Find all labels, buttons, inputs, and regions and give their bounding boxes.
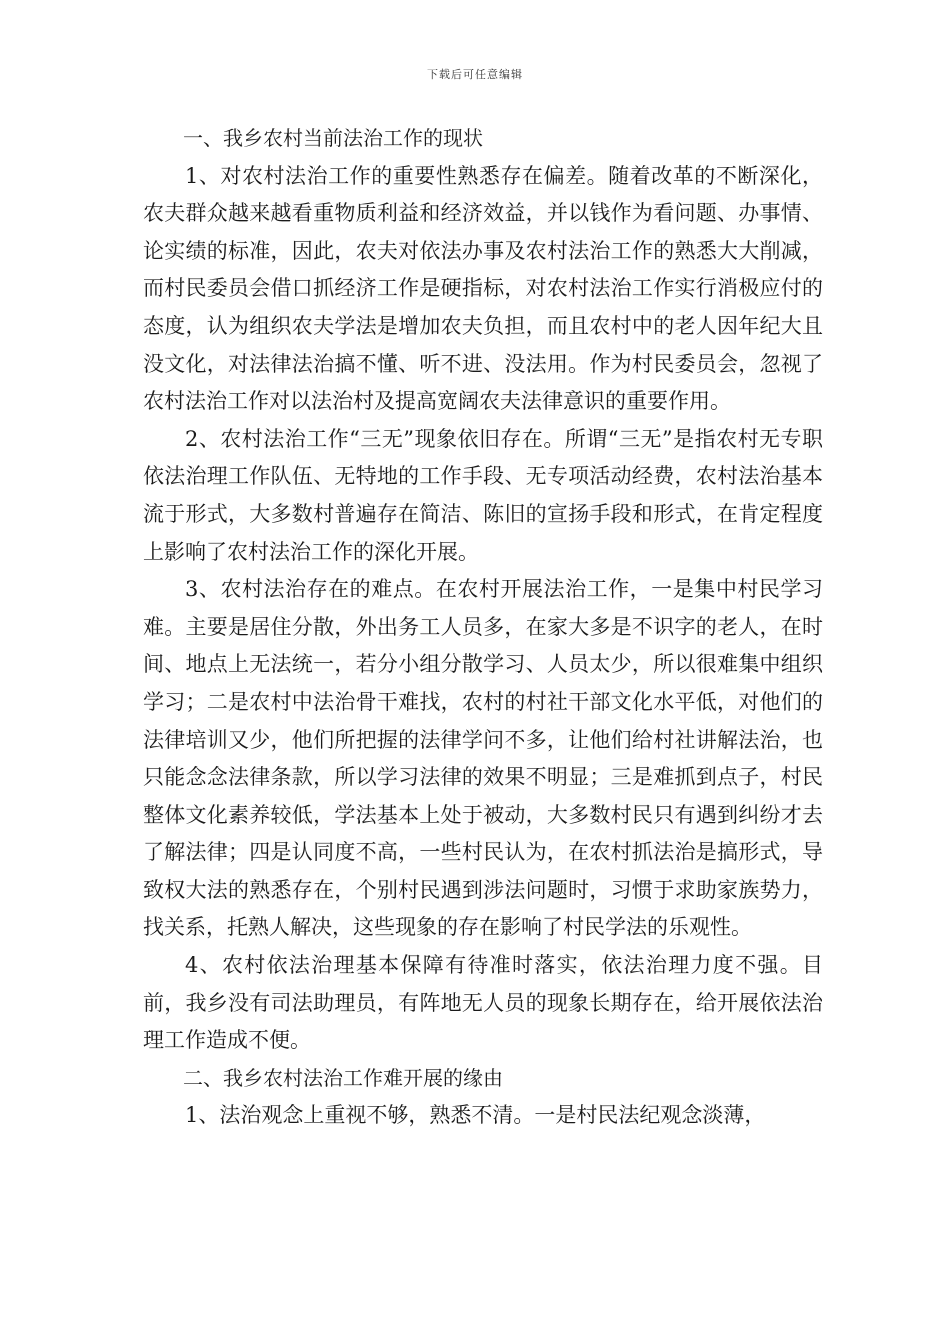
section-heading-1: 一、我乡农村当前法治工作的现状: [183, 126, 483, 150]
paragraph-2-1: 1、法治观念上重视不够，熟悉不清。一是村民法纪观念淡薄，: [185, 1103, 766, 1128]
document-body: [143, 120, 823, 1135]
paragraph-1-2: 2、农村法治工作“三无”现象依旧存在。所谓“三无”是指农村无专职依法治理工作队伍、无特地的工作手段、无专项活动经费，农村法治基本流于形式，大多数村普遍存在简洁、陈旧的宣扬手段和形式，在肯定程度上影响了农村法治工作的深化开展。: [143, 426, 823, 564]
paragraph-1-1: 1、对农村法治工作的重要性熟悉存在偏差。随着改革的不断深化，农夫群众越来越看重物质利益和经济效益，并以钱作为看问题、办事情、论实绩的标准，因此，农夫对依法办事及农村法治工作的熟悉大大削减，而村民委员会借口抓经济工作是硬指标，对农村法治工作实行消极应付的态度，认为组织农夫学法是增加农夫负担，而且农村中的老人因年纪大且没文化，对法律法治搞不懂、听不进、没法用。作为村民委员会，忽视了农村法治工作对以法治村及提高宽阔农夫法律意识的重要作用。: [143, 163, 823, 414]
header-note: 下载后可任意编辑: [427, 68, 523, 81]
paragraph-1-3: 3、农村法治存在的难点。在农村开展法治工作，一是集中村民学习难。主要是居住分散，外出务工人员多，在家大多是不识字的老人，在时间、地点上无法统一，若分小组分散学习、人员太少，所以很难集中组织学习；二是农村中法治骨干难找，农村的村社干部文化水平低，对他们的法律培训又少，他们所把握的法律学问不多，让他们给村社讲解法治，也只能念念法律条款，所以学习法律的效果不明显；三是难抓到点子，村民整体文化素养较低，学法基本上处于被动，大多数村民只有遇到纠纷才去了解法律；四是认同度不高，一些村民认为，在农村抓法治是搞形式，导致权大法的熟悉存在，个别村民遇到涉法问题时，习惯于求助家族势力，找关系，托熟人解决，这些现象的存在影响了村民学法的乐观性。: [143, 577, 823, 940]
paragraph-1-4: 4、农村依法治理基本保障有待准时落实，依法治理力度不强。目前，我乡没有司法助理员，有阵地无人员的现象长期存在，给开展依法治理工作造成不便。: [143, 953, 823, 1053]
section-heading-2: 二、我乡农村法治工作难开展的缘由: [183, 1065, 503, 1090]
